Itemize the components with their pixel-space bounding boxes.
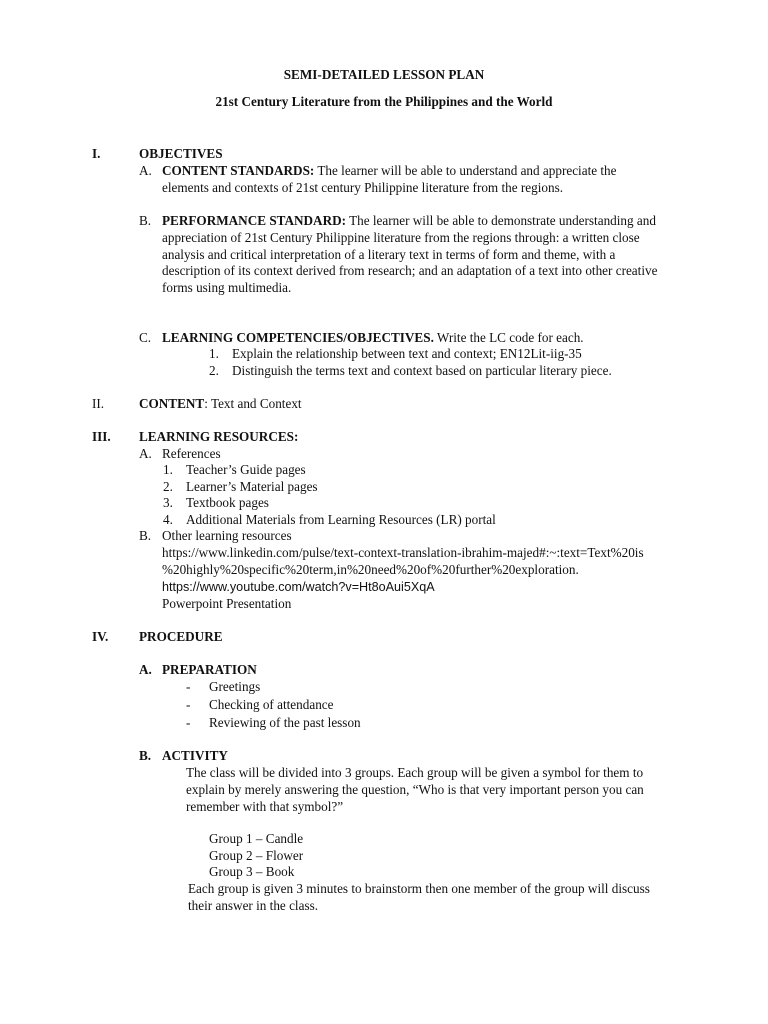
list-number: 4. <box>163 512 173 527</box>
activity-intro: remember with that symbol?” <box>186 799 344 814</box>
item-letter: C. <box>139 330 152 345</box>
activity-label: ACTIVITY <box>162 748 228 763</box>
list-dash: - <box>186 697 191 712</box>
performance-standard-text: appreciation of 21st Century Philippine literature from the regions through: a written close <box>162 230 640 245</box>
linkedin-link[interactable]: https://www.linkedin.com/pulse/text-context-translation-ibrahim-majed#:~:text=Text%20is <box>162 545 644 560</box>
section-heading-learning-resources: LEARNING RESOURCES: <box>139 429 299 444</box>
reference-item: Learner’s Material pages <box>186 479 318 494</box>
activity-closing: their answer in the class. <box>188 898 319 913</box>
list-number: 2. <box>209 363 219 378</box>
section-numeral-procedure: IV. <box>92 629 109 644</box>
list-number: 1. <box>163 462 173 477</box>
document-title: SEMI-DETAILED LESSON PLAN <box>283 67 485 82</box>
group-item: Group 2 – Flower <box>209 848 304 863</box>
performance-standard-text: The learner will be able to demonstrate understanding and <box>346 213 656 228</box>
list-dash: - <box>186 679 191 694</box>
list-dash: - <box>186 715 191 730</box>
item-letter: B. <box>139 748 152 763</box>
section-numeral-objectives: I. <box>92 146 101 161</box>
reference-item: Teacher’s Guide pages <box>186 462 306 477</box>
performance-standard-text: analysis and critical interpretation of a literary text in terms of form and theme, with a <box>162 247 616 262</box>
group-item: Group 3 – Book <box>209 864 295 879</box>
preparation-item: Reviewing of the past lesson <box>209 715 361 730</box>
section-heading-procedure: PROCEDURE <box>139 629 223 644</box>
section-numeral-learning-resources: III. <box>92 429 111 444</box>
list-number: 3. <box>163 495 173 510</box>
item-letter: A. <box>139 662 152 677</box>
powerpoint-presentation: Powerpoint Presentation <box>162 596 292 611</box>
content-standards-line <box>162 163 617 180</box>
competency-item: Explain the relationship between text and context; EN12Lit-iig-35 <box>232 346 582 361</box>
section-heading-objectives: OBJECTIVES <box>139 146 223 161</box>
learning-competencies-text: Write the LC code for each. <box>433 330 584 345</box>
performance-standard-line <box>162 213 656 230</box>
list-number: 1. <box>209 346 219 361</box>
content-text: : Text and Context <box>204 396 302 411</box>
content-standards-label: CONTENT STANDARDS: <box>162 163 315 178</box>
preparation-label: PREPARATION <box>162 662 257 677</box>
linkedin-link[interactable]: %20highly%20specific%20term,in%20need%20of%20further%20exploration. <box>162 562 579 577</box>
group-item: Group 1 – Candle <box>209 831 304 846</box>
learning-competencies-line <box>162 330 584 347</box>
content-standards-text: The learner will be able to understand and appreciate the <box>314 163 617 178</box>
activity-intro: explain by merely answering the question, “Who is that very important person you can <box>186 782 644 797</box>
document-subtitle: 21st Century Literature from the Philippines and the World <box>215 94 553 109</box>
content-label: CONTENT <box>139 396 205 411</box>
item-letter: B. <box>139 213 152 228</box>
reference-item: Textbook pages <box>186 495 269 510</box>
activity-closing: Each group is given 3 minutes to brainstorm then one member of the group will discuss <box>188 881 650 896</box>
preparation-item: Greetings <box>209 679 261 694</box>
item-letter: A. <box>139 446 152 461</box>
learning-competencies-label: LEARNING COMPETENCIES/OBJECTIVES. <box>162 330 434 345</box>
item-letter: B. <box>139 528 152 543</box>
performance-standard-text: forms using multimedia. <box>162 280 292 295</box>
item-letter: A. <box>139 163 152 178</box>
content-standards-text: elements and contexts of 21st century Philippine literature from the regions. <box>162 180 564 195</box>
references-label: References <box>162 446 221 461</box>
competency-item: Distinguish the terms text and context based on particular literary piece. <box>232 363 612 378</box>
performance-standard-text: description of its context derived from research; and an adaptation of a text into other creative <box>162 263 658 278</box>
youtube-link[interactable]: https://www.youtube.com/watch?v=Ht8oAui5XqA <box>162 580 435 594</box>
section-numeral-content: II. <box>92 396 105 411</box>
performance-standard-label: PERFORMANCE STANDARD: <box>162 213 347 228</box>
preparation-item: Checking of attendance <box>209 697 334 712</box>
activity-intro: The class will be divided into 3 groups. Each group will be given a symbol for them to <box>186 765 644 780</box>
reference-item: Additional Materials from Learning Resources (LR) portal <box>186 512 496 527</box>
content-line <box>139 396 302 413</box>
list-number: 2. <box>163 479 173 494</box>
other-resources-label: Other learning resources <box>162 528 292 543</box>
